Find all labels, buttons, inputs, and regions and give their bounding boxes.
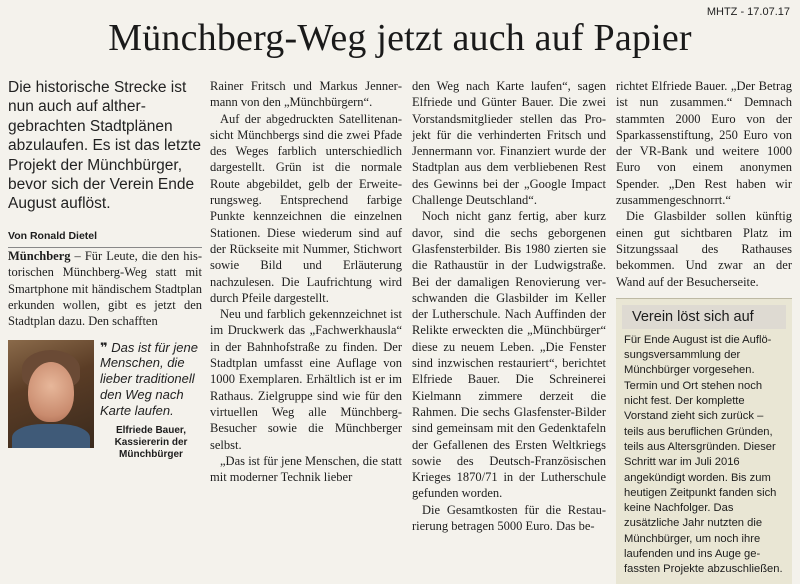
lead-text: – Für Leute, die den historischen Münchberg-Weg statt mit Smartphone mit händischem Stadtplan erkunden wollen, gibt es jetzt den Stadtplan dazu. Den schafften xyxy=(8,249,202,329)
lead-place: Münchberg xyxy=(8,249,71,264)
byline: Von Ronald Dietel xyxy=(8,228,202,248)
col3-paragraph-2: Noch nicht ganz fertig, aber kurz davor, sind die sechs geborgenen Glasfensterbilder. Bis 1980 zierten sie die Rathaustür in der Ludwigstraße. Bei der damaligen Renovierung verschwanden die Glasbilder im Keller der Lutherschule. Nach Auffinden der Relikte erweckten die „Münchbürger“ diese zu neuem Leben. „Die Fenster sind inzwischen restauriert“, berichtet Elfriede Bauer. Die Schreinerei Kielmann zimmere derzeit die Rahmen. Die sechs Glasfenster-Bilder sind gemeinsam mit den Gedenktafeln der Gefallenen des Ersten Weltkriegs sowie des Deutsch-Französischen Krieges 1870/71 in der Lutherschule gefunden worden. xyxy=(412,209,606,501)
quote-mark-icon: ❞ xyxy=(100,339,112,355)
intro-text: Die historische Strecke ist nun auch auf althergebrachten Stadtplänen abzulaufen. Es ist das letzte Projekt der Münchbürger, bevor sich der Verein Ende August auflöst. xyxy=(8,79,202,213)
column-3 xyxy=(412,78,606,534)
quote-text xyxy=(100,340,202,419)
headline: Münchberg-Weg jetzt auch auf Papier xyxy=(108,17,692,59)
col2-paragraph-1: Rainer Fritsch und Markus Jennermann von den „Münchbürgern“. xyxy=(210,79,402,110)
col4-paragraph-2: Die Glasbilder sollen künftig einen gut sichtbaren Platz im Sitzungssaal des Rathauses bekommen. Und zwar an der Wand auf der Besucherseite. xyxy=(616,209,792,289)
infobox-text: Für Ende August ist die Auflösungsversammlung der Münchbürger vorgesehen. Termin und Ort stehen noch nicht fest. Der komplette Vorstand zieht sich zurück – teils aus beruflichen Gründen, teils aus Altersgründen. Dieser Schritt war im Juli 2016 angekündigt worden. Bis zum heutigen Zeitpunkt fanden sich keine Nachfolger. Das zusätzliche Jahr nutzten die Münchbürger, um noch ihre laufenden und ins Auge gefassten Projekte abzuschließen. xyxy=(624,333,783,576)
lead-paragraph xyxy=(8,248,202,329)
col2-paragraph-4: „Das ist für jene Menschen, die statt mit moderner Technik lieber xyxy=(210,453,402,485)
column-2 xyxy=(210,78,402,485)
infobox xyxy=(616,298,792,584)
portrait-face xyxy=(28,362,74,422)
col2-paragraph-3: Neu und farblich gekennzeichnet ist im Druckwerk das „Fachwerkhausla“ in der Bahnhofstraße zu finden. Der Stadtplan umfasst eine Auflage von 1000 Exemplaren. Erhältlich ist er im Rathaus. Zielgruppe sind wie für den virtuellen Weg alle Münchberg-Besucher sowie die Münchberger selbst. xyxy=(210,307,402,452)
quote-attribution: Elfriede Bauer, Kassiererin der Münchbürger xyxy=(114,424,188,460)
source-tag: MHTZ - 17.07.17 xyxy=(706,6,790,18)
portrait-shoulders xyxy=(12,424,90,448)
quote-body: Das ist für jene Menschen, die lieber traditionell den Weg nach Karte laufen. xyxy=(100,339,198,418)
col2-paragraph-2: Auf der abgedruckten Satellitenansicht Münchbergs sind die zwei Pfade des Weges farblich unterschiedlich dargestellt. Grün ist die normale Route abgebildet, gelb der Erweiterungsweg. Entsprechend farbige Punkte kennzeichnen die einzelnen Stationen. Diese wiederum sind auf der Rückseite mit Nummer, Stichwort sowie Bild und Erläuterung nachzulesen. Die Laufrichtung wird durch Pfeile dargestellt. xyxy=(210,111,402,305)
quote-block xyxy=(8,339,202,460)
portrait-photo xyxy=(8,340,94,448)
col3-paragraph-3: Die Gesamtkosten für die Restaurierung betragen 5000 Euro. Das be- xyxy=(412,502,606,534)
column-1 xyxy=(8,78,202,460)
col4-paragraph-1: richtet Elfriede Bauer. „Der Betrag ist nun zusammen.“ Demnach stammten 2000 Euro von der Sparkassenstiftung, 250 Euro von der VR-Bank und weitere 1000 Euro von einem anonymen Spender. „Den Rest haben wir zusammengeschnorrt.“ xyxy=(616,79,792,208)
infobox-title: Verein löst sich auf xyxy=(622,305,786,329)
col3-paragraph-1: den Weg nach Karte laufen“, sagen Elfriede und Günter Bauer. Die zwei Vorstandsmitglieder stellen das Projekt für die verhinderten Fritsch und Jennermann vor. Finanziert wurde der Stadtplan aus dem verbliebenen Rest des Gewinns bei der „Google Impact Challenge Deutschland“. xyxy=(412,79,606,208)
column-4 xyxy=(616,78,792,584)
quote-content xyxy=(100,339,202,460)
